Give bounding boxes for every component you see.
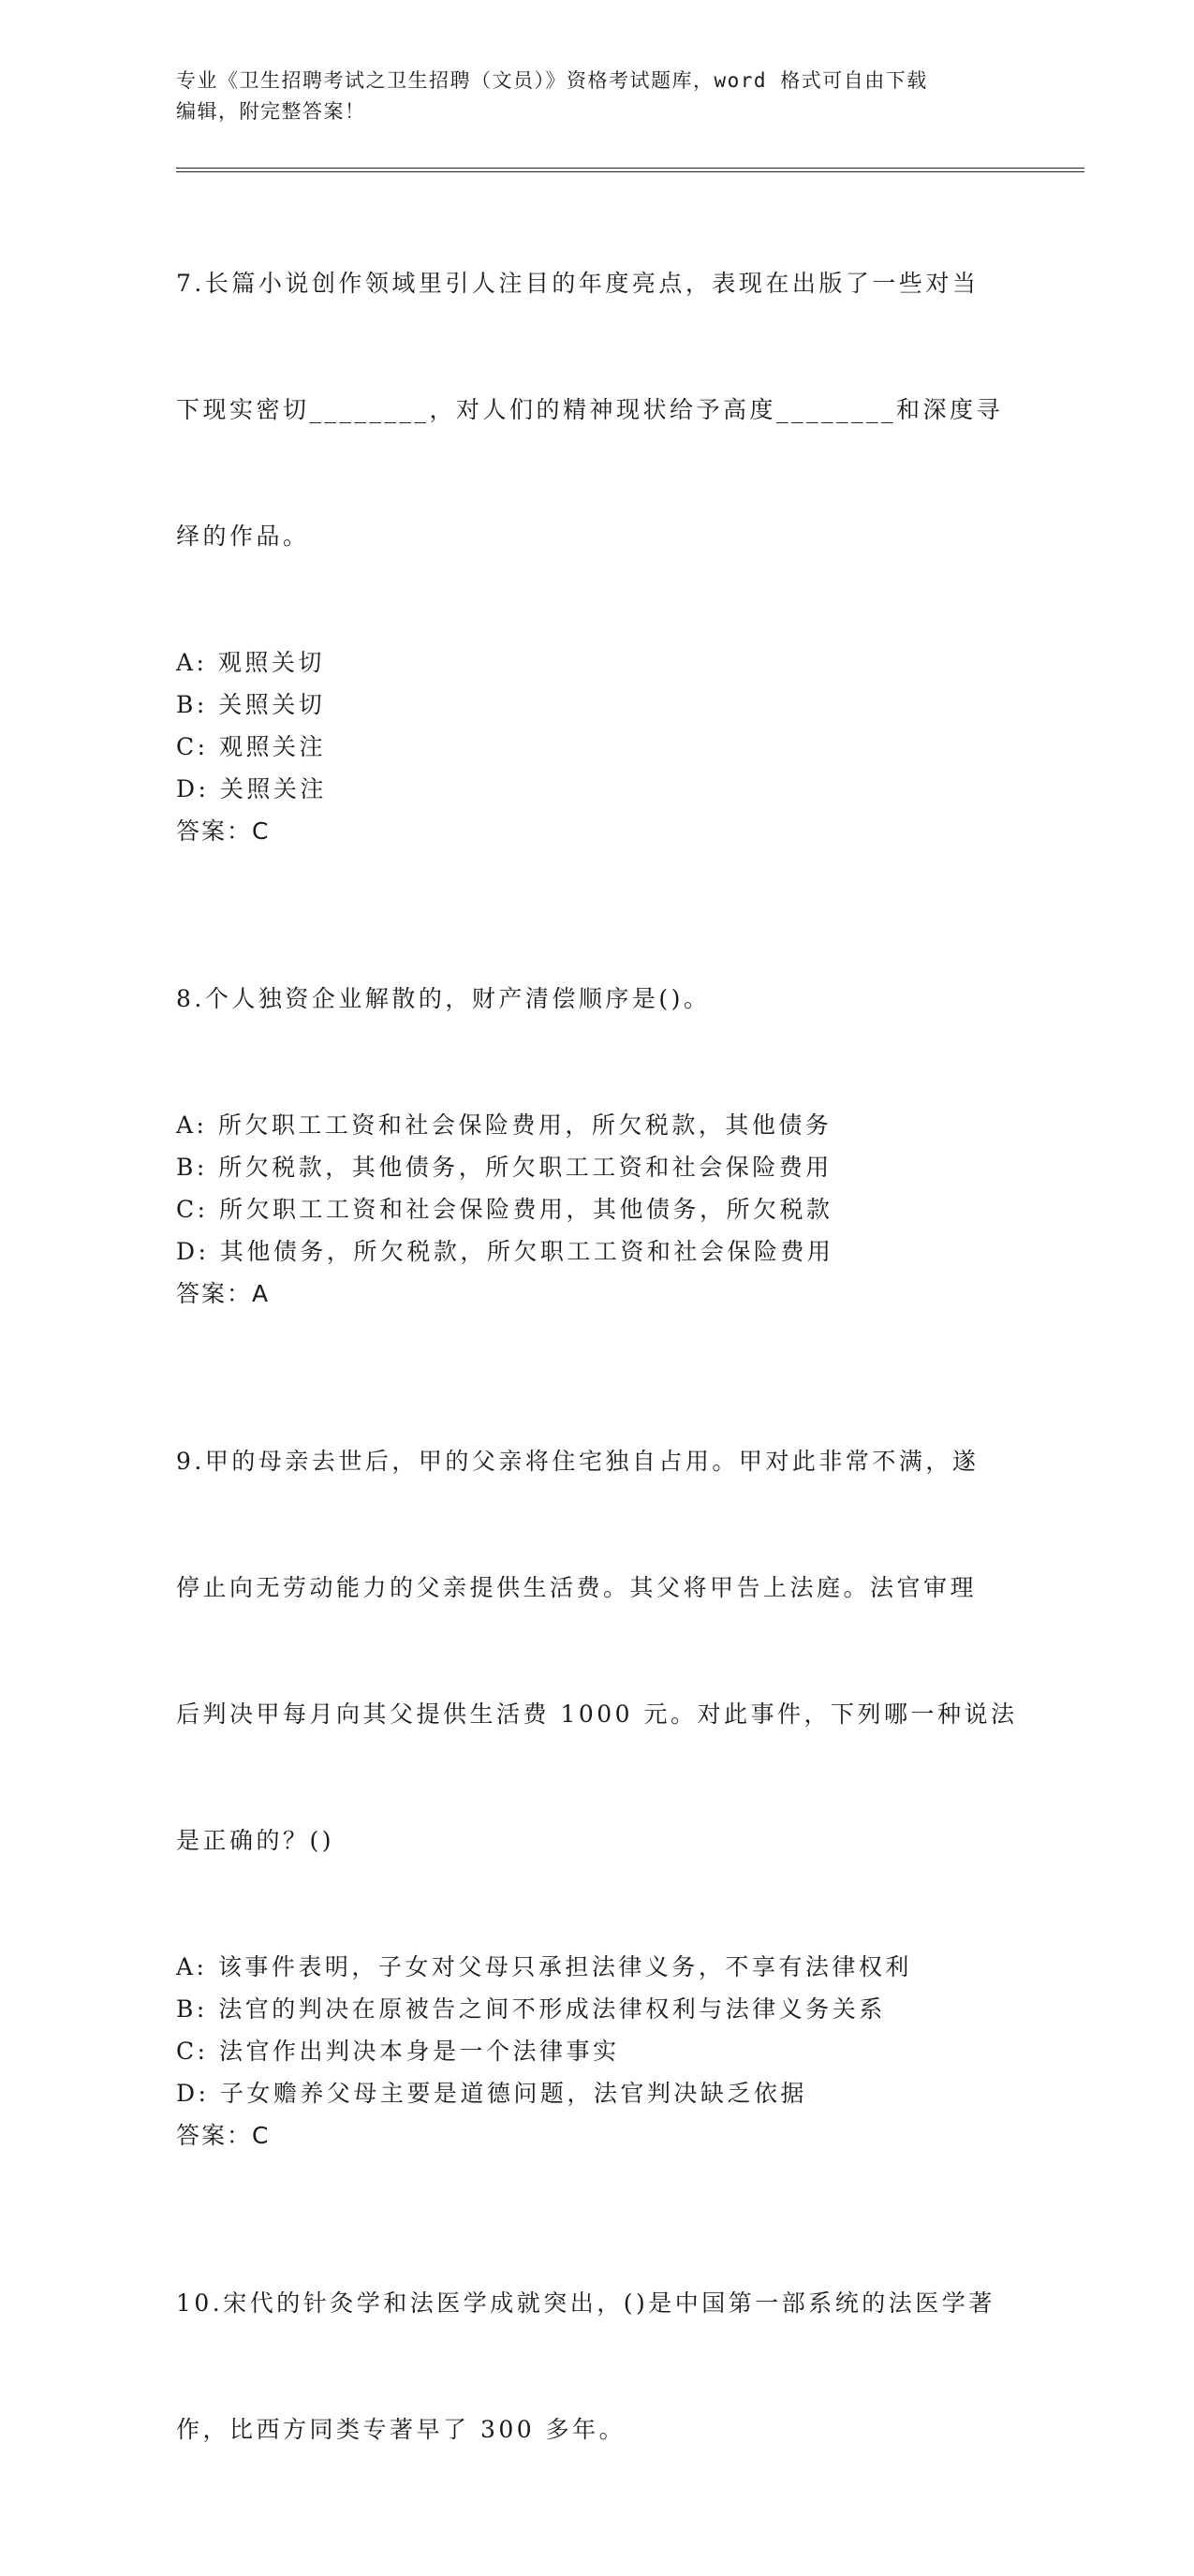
option-c: C: 所欠职工工资和社会保险费用，其他债务，所欠税款: [176, 1196, 833, 1223]
stem-line: 是正确的？(): [176, 1827, 335, 1854]
option-b: B: 法官的判决在原被告之间不形成法律权利与法律义务关系: [176, 1995, 886, 2023]
answer-label: 答案：A: [176, 1280, 271, 1307]
question-stem: [176, 1356, 1019, 1946]
divider-line-bottom: [176, 171, 1084, 172]
header-divider: [176, 168, 1084, 172]
question-stem: [176, 893, 1019, 1104]
document-page: [176, 66, 1084, 2576]
option-b: B: 所欠税款，其他债务，所欠职工工资和社会保险费用: [176, 1154, 833, 1181]
option-a: A: 观照关切: [176, 649, 325, 676]
question-list: [176, 178, 1084, 2535]
option-d: D: 其他债务，所欠税款，所欠职工工资和社会保险费用: [176, 1238, 834, 1265]
question-7: [176, 178, 1084, 852]
stem-line: 10.宋代的针灸学和法医学成就突出，()是中国第一部系统的法医学著: [176, 2289, 995, 2317]
option-d: D: 子女赡养父母主要是道德问题，法官判决缺乏依据: [176, 2080, 807, 2107]
header-line-2: 编辑，附完整答案！: [176, 100, 366, 123]
question-10: [176, 2198, 1084, 2535]
stem-line: 9.甲的母亲去世后，甲的父亲将住宅独自占用。甲对此非常不满，遂: [176, 1448, 980, 1475]
stem-line: 作，比西方同类专著早了 300 多年。: [176, 2416, 626, 2443]
answer-label: 答案：C: [176, 2122, 271, 2149]
stem-line: 8.个人独资企业解散的，财产清偿顺序是()。: [176, 985, 711, 1012]
document-header: [176, 66, 1019, 127]
question-8: [176, 893, 1084, 1315]
option-c: C: 法官作出判决本身是一个法律事实: [176, 2038, 620, 2065]
question-9: [176, 1356, 1084, 2156]
option-d: D: 关照关注: [176, 775, 327, 802]
option-b: B: 关照关切: [176, 691, 326, 718]
header-line-1: 专业《卫生招聘考试之卫生招聘（文员）》资格考试题库，word 格式可自由下载: [176, 69, 928, 92]
option-a: A: 该事件表明，子女对父母只承担法律义务，不享有法律权利: [176, 1953, 912, 1980]
divider-line-top: [176, 168, 1084, 169]
answer-label: 答案：C: [176, 817, 271, 845]
option-a: A: 所欠职工工资和社会保险费用，所欠税款，其他债务: [176, 1111, 833, 1139]
stem-line: 下现实密切________，对人们的精神现状给予高度________和深度寻: [176, 396, 1004, 423]
stem-line: 停止向无劳动能力的父亲提供生活费。其父将甲告上法庭。法官审理: [176, 1574, 978, 1601]
stem-line: 后判决甲每月向其父提供生活费 1000 元。对此事件，下列哪一种说法: [176, 1700, 1018, 1728]
stem-line: 绎的作品。: [176, 523, 310, 550]
option-c: C: 观照关注: [176, 733, 326, 760]
question-stem: [176, 2198, 1019, 2535]
question-stem: [176, 178, 1019, 641]
stem-line: 7.长篇小说创作领域里引人注目的年度亮点，表现在出版了一些对当: [176, 270, 980, 297]
